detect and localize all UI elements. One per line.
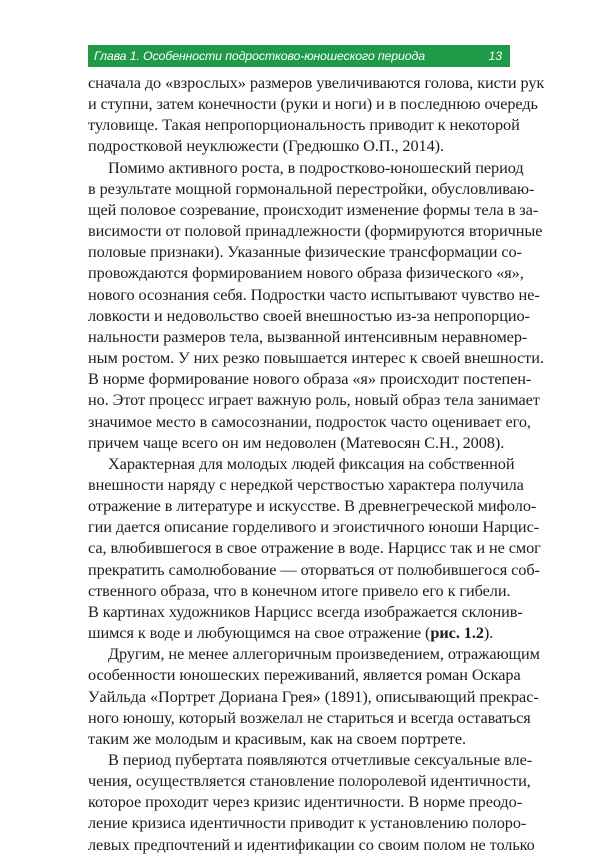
- text-line: прекратить самолюбование — оторваться от полюбившегося соб-: [88, 559, 540, 579]
- text-line: которое проходит через кризис идентичности. В норме преодо-: [88, 792, 523, 812]
- body-text: [88, 72, 545, 855]
- text-line: чения, осуществляется становление полоролевой идентичности,: [88, 771, 531, 791]
- paragraph-5: [88, 749, 535, 855]
- text-line: причем чаще всего он им недоволен (Матевосян С.Н., 2008).: [88, 432, 505, 452]
- text-line: Характерная для молодых людей фиксация на собственной: [108, 453, 515, 473]
- text-line: внешности наряду с нередкой черствостью характера получила: [88, 474, 524, 494]
- text-line: провождаются формированием нового образа физического «я»,: [88, 263, 524, 283]
- paragraph-1: [88, 72, 545, 157]
- text-line: В норме формирование нового образа «я» происходит постепен-: [88, 369, 532, 389]
- text-line: сначала до «взрослых» размеров увеличиваются голова, кисти рук: [88, 73, 545, 92]
- paragraph-4: [88, 643, 540, 749]
- text-line: особенности юношеских переживаний, является роман Оскара: [88, 665, 521, 685]
- text-line: Уайльда «Портрет Дориана Грея» (1891), описывающий прекрас-: [88, 686, 539, 706]
- text-line: нальности размеров тела, вызванной интенсивным неравномер-: [88, 326, 528, 346]
- text-line: ного юношу, который возжелал не стариться и всегда оставаться: [88, 707, 531, 727]
- text-line: щей половое созревание, происходит изменение формы тела в за-: [88, 199, 539, 219]
- figure-reference: рис. 1.2: [430, 623, 484, 643]
- text-line: левых предпочтений и идентификации со своим полом не только: [88, 834, 535, 854]
- text-line: отражение в литературе и искусстве. В древнегреческой мифоло-: [88, 496, 537, 516]
- text-line: ственного образа, что в конечном итоге привело его к гибели.: [88, 580, 511, 600]
- text-line: Помимо активного роста, в подростково-юношеский период: [108, 157, 524, 177]
- text-line: [88, 622, 510, 643]
- text-segment: (: [421, 623, 431, 643]
- text-line: В картинах художников Нарцисс всегда изображается склонив-: [88, 601, 523, 621]
- text-line: В период пубертата появляются отчетливые сексуальные вле-: [108, 750, 533, 769]
- text-line: но. Этот процесс играет важную роль, новый образ тела занимает: [88, 390, 540, 410]
- running-header: [88, 45, 510, 67]
- text-line: туловище. Такая непропорциональность приводит к некоторой: [88, 115, 520, 135]
- chapter-title: Глава 1. Особенности подростково-юношеского периода: [94, 49, 425, 63]
- text-line: значимое место в самосознании, подросток часто оценивает его,: [88, 411, 531, 431]
- text-line: ловкости и недовольство своей внешностью из-за непропорцио-: [88, 305, 530, 325]
- text-line: са, влюбившегося в свое отражение в воде. Нарцисс так и не смог: [88, 538, 541, 558]
- paragraph-3: [88, 453, 541, 643]
- page-number: 13: [488, 49, 502, 63]
- text-line: таким же молодым и красивым, как на своем портрете.: [88, 728, 466, 748]
- text-line: ным ростом. У них резко повышается интерес к своей внешности.: [88, 348, 544, 368]
- text-segment: ).: [483, 623, 494, 643]
- text-line: и ступни, затем конечности (руки и ноги) и в последнюю очередь: [88, 94, 538, 114]
- text-line: Другим, не менее аллегоричным произведением, отражающим: [108, 644, 540, 664]
- text-line: висимости от половой принадлежности (формируются вторичные: [88, 221, 543, 241]
- text-line: в результате мощной гормональной перестройки, обусловливаю-: [88, 178, 535, 198]
- text-line: гии дается описание горделивого и эгоистичного юноши Нарцис-: [88, 517, 540, 537]
- text-segment: шимся к воде и любующимся на свое отражение: [88, 623, 422, 643]
- text-line: ление кризиса идентичности приводит к установлению полоро-: [88, 813, 527, 833]
- text-line: нового осознания себя. Подростки часто испытывают чувство не-: [88, 284, 540, 304]
- text-line: подростковой неуклюжести (Гредюшко О.П., 2014).: [88, 136, 445, 156]
- paragraph-2: [88, 157, 544, 453]
- text-line: половые признаки). Указанные физические трансформации со-: [88, 242, 522, 262]
